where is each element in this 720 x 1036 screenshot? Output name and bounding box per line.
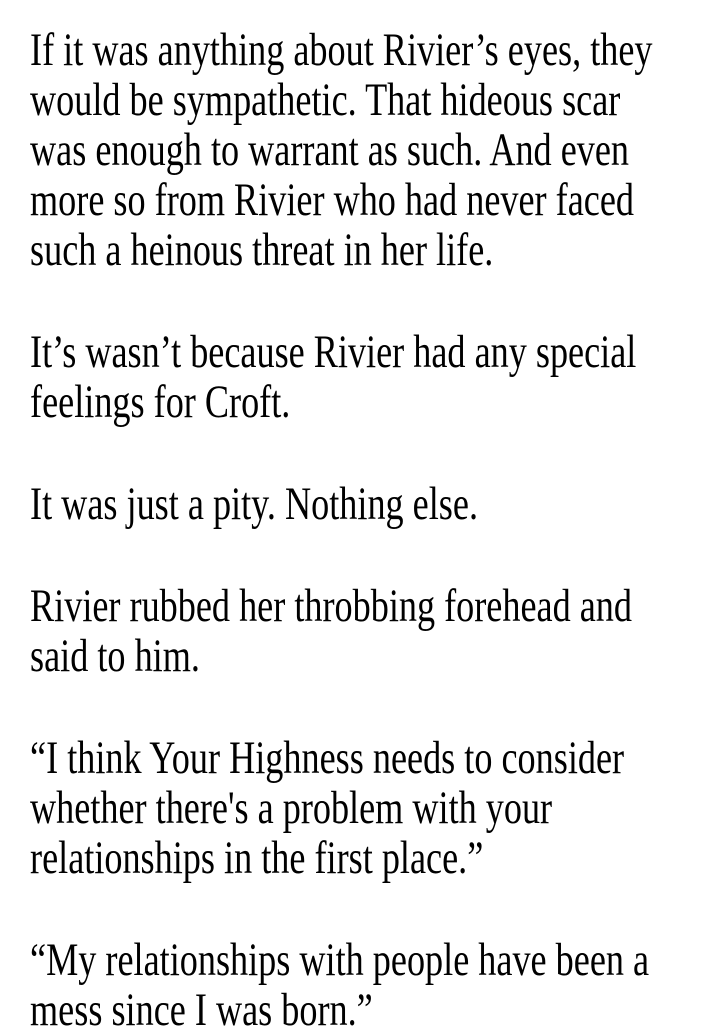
paragraph-line: was enough to warrant as such. And even [30, 124, 630, 176]
paragraph-line: If it was anything about Rivier’s eyes, they [30, 24, 653, 76]
paragraph-line: relationships in the first place.” [30, 832, 484, 884]
paragraph-line: feelings for Croft. [30, 376, 291, 428]
paragraph [30, 479, 720, 529]
paragraph-line: would be sympathetic. That hideous scar [30, 74, 621, 126]
paragraph-line: “My relationships with people have been a [30, 934, 650, 986]
paragraph-line: It’s wasn’t because Rivier had any special [30, 326, 637, 378]
paragraph [30, 581, 720, 681]
paragraph-line: said to him. [30, 630, 200, 682]
paragraph-line: “I think Your Highness needs to consider [30, 732, 625, 784]
paragraph-line: It was just a pity. Nothing else. [30, 478, 478, 530]
paragraph-line: mess since I was born.” [30, 984, 373, 1036]
paragraph-line: Rivier rubbed her throbbing forehead and [30, 580, 632, 632]
paragraph-line: whether there's a problem with your [30, 782, 553, 834]
paragraph [30, 733, 720, 883]
paragraph [30, 327, 720, 427]
paragraph-line: such a heinous threat in her life. [30, 224, 494, 276]
paragraph-line: more so from Rivier who had never faced [30, 174, 634, 226]
paragraph [30, 935, 720, 1035]
paragraph [30, 25, 720, 275]
